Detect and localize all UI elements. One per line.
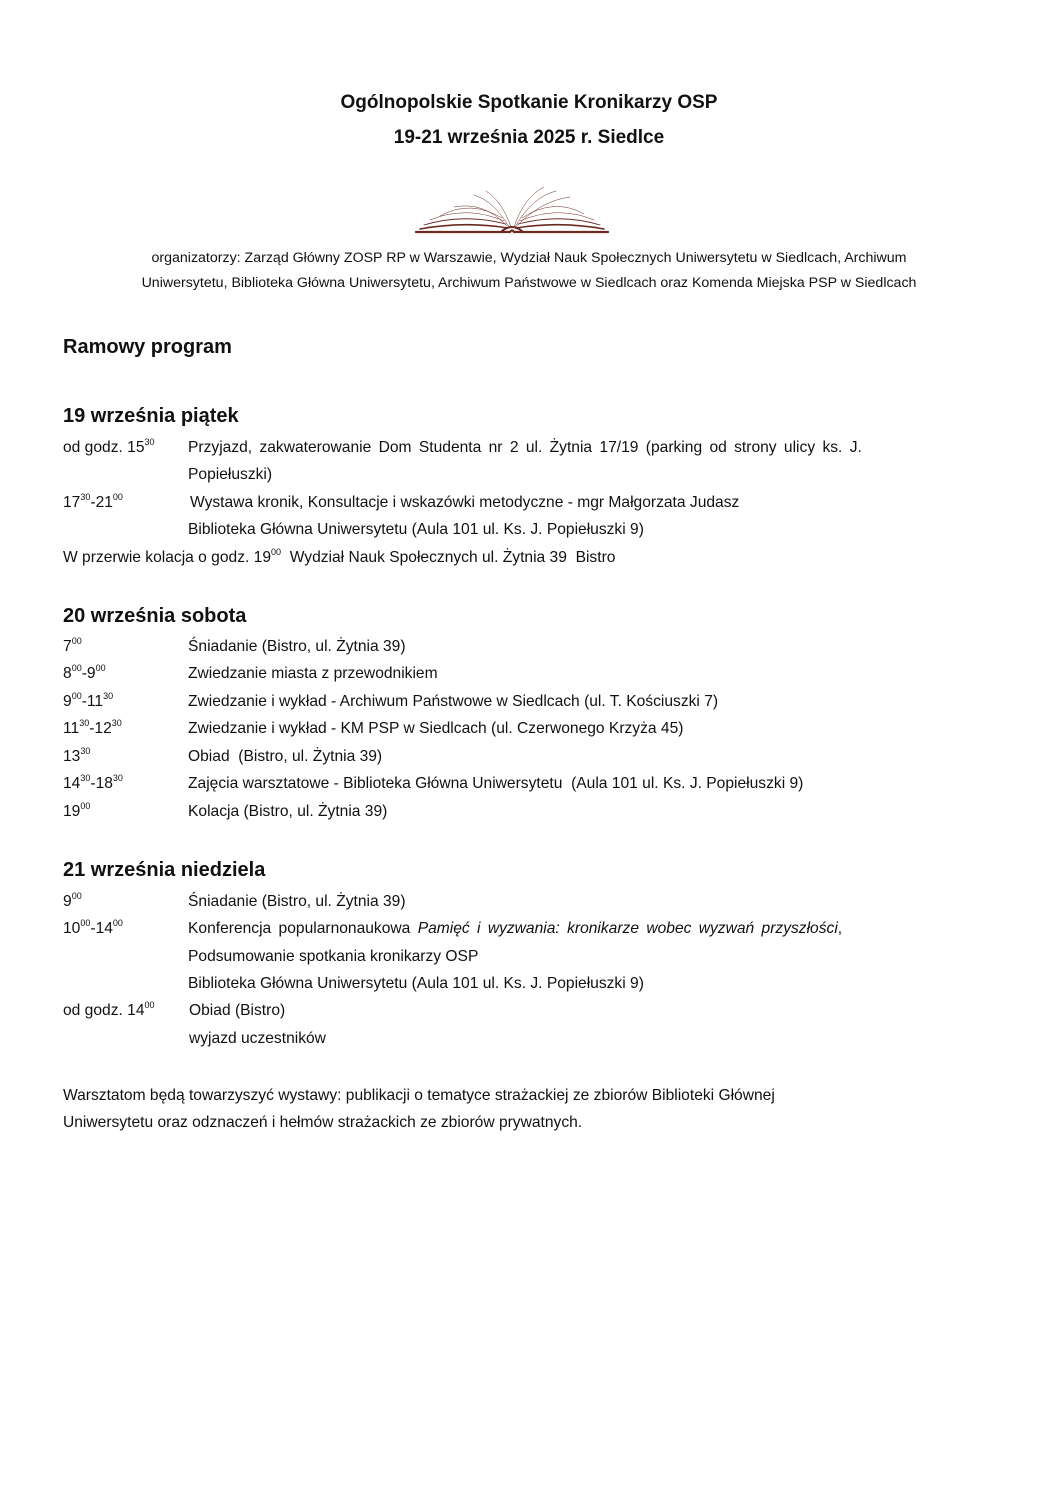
schedule-description: Zwiedzanie i wykład - KM PSP w Siedlcach (ul. Czerwonego Krzyża 45) bbox=[188, 720, 684, 737]
schedule-time: $14^{30}-18^{30}$ bbox=[63, 773, 123, 792]
organizers-text: organizatorzy: Zarząd Główny ZOSP RP w Warszawie, Wydział Nauk Społecznych Uniwersytetu w Siedlcach, Archiwum Uniwersytetu, Biblioteka Główna Uniwersytetu, Archiwum Państwowe w Siedlcach oraz Komenda Miejska PSP w Siedlcach bbox=[141, 250, 917, 291]
event-title: Ogólnopolskie Spotkanie Kronikarzy OSP bbox=[340, 92, 718, 113]
open-book-icon bbox=[414, 183, 610, 237]
schedule-time: $7^{00}$ bbox=[63, 636, 82, 655]
program-heading: Ramowy program bbox=[63, 336, 232, 358]
day-heading: 21 września niedziela bbox=[63, 859, 266, 881]
schedule-description: Zwiedzanie i wykład - Archiwum Państwowe w Siedlcach (ul. T. Kościuszki 7) bbox=[188, 693, 719, 710]
schedule-description: Śniadanie (Bistro, ul. Żytnia 39) bbox=[188, 638, 406, 655]
schedule-time: $11^{30}-12^{30}$ bbox=[63, 718, 122, 737]
schedule-description: Konferencja popularnonaukowa Pamięć i wyzwania: kronikarze wobec wyzwań przyszłości, bbox=[188, 920, 843, 937]
event-date-place: 19-21 września 2025 r. Siedlce bbox=[393, 127, 665, 148]
schedule-description-cont: Biblioteka Główna Uniwersytetu (Aula 101 ul. Ks. J. Popiełuszki 9) bbox=[188, 975, 644, 992]
schedule-description: Przyjazd, zakwaterowanie Dom Studenta nr 2 ul. Żytnia 17/19 (parking od strony ulicy ks. J. bbox=[188, 439, 862, 456]
schedule-description: Śniadanie (Bistro, ul. Żytnia 39) bbox=[188, 893, 406, 910]
schedule-note: W przerwie kolacja o godz. $19^{00}$ Wydział Nauk Społecznych ul. Żytnia 39 Bistro bbox=[63, 547, 616, 566]
schedule-description: Obiad (Bistro) bbox=[189, 1002, 286, 1019]
conference-title: Pamięć i wyzwania: kronikarze wobec wyzwań przyszłości bbox=[417, 920, 838, 937]
schedule-time: od godz. $14^{00}$ bbox=[63, 1000, 155, 1019]
schedule-description: Kolacja (Bistro, ul. Żytnia 39) bbox=[188, 803, 388, 820]
schedule-time: $13^{30}$ bbox=[63, 746, 91, 765]
schedule-time: $8^{00}-9^{00}$ bbox=[63, 663, 106, 682]
footer-note: Warsztatom będą towarzyszyć wystawy: publikacji o tematyce strażackiej ze zbiorów Biblioteki Głównej Uniwersytetu oraz odznaczeń i hełmów strażackich ze zbiorów prywatnych. bbox=[63, 1087, 775, 1131]
schedule-description: Zajęcia warsztatowe - Biblioteka Główna Uniwersytetu (Aula 101 ul. Ks. J. Popiełuszki 9) bbox=[188, 775, 804, 792]
schedule-time: $9^{00}$ bbox=[63, 891, 82, 910]
schedule-description-cont: Biblioteka Główna Uniwersytetu (Aula 101 ul. Ks. J. Popiełuszki 9) bbox=[188, 521, 644, 538]
day-heading: 19 września piątek bbox=[63, 405, 239, 427]
schedule-time: od godz. $15^{30}$ bbox=[63, 437, 155, 456]
schedule-time: $19^{00}$ bbox=[63, 801, 91, 820]
schedule-description-cont: Popiełuszki) bbox=[188, 466, 273, 483]
schedule-time: $9^{00}-11^{30}$ bbox=[63, 691, 114, 710]
schedule-description-cont: Podsumowanie spotkania kronikarzy OSP bbox=[188, 948, 479, 965]
schedule-description-cont: wyjazd uczestników bbox=[189, 1030, 326, 1047]
schedule-time: $17^{30}-21^{00}$ bbox=[63, 492, 123, 511]
day-heading: 20 września sobota bbox=[63, 605, 247, 627]
schedule-description: Zwiedzanie miasta z przewodnikiem bbox=[188, 665, 438, 682]
schedule-description: Wystawa kronik, Konsultacje i wskazówki metodyczne - mgr Małgorzata Judasz bbox=[190, 494, 740, 511]
schedule-time: $10^{00}-14^{00}$ bbox=[63, 918, 123, 937]
schedule-description: Obiad (Bistro, ul. Żytnia 39) bbox=[188, 748, 383, 765]
